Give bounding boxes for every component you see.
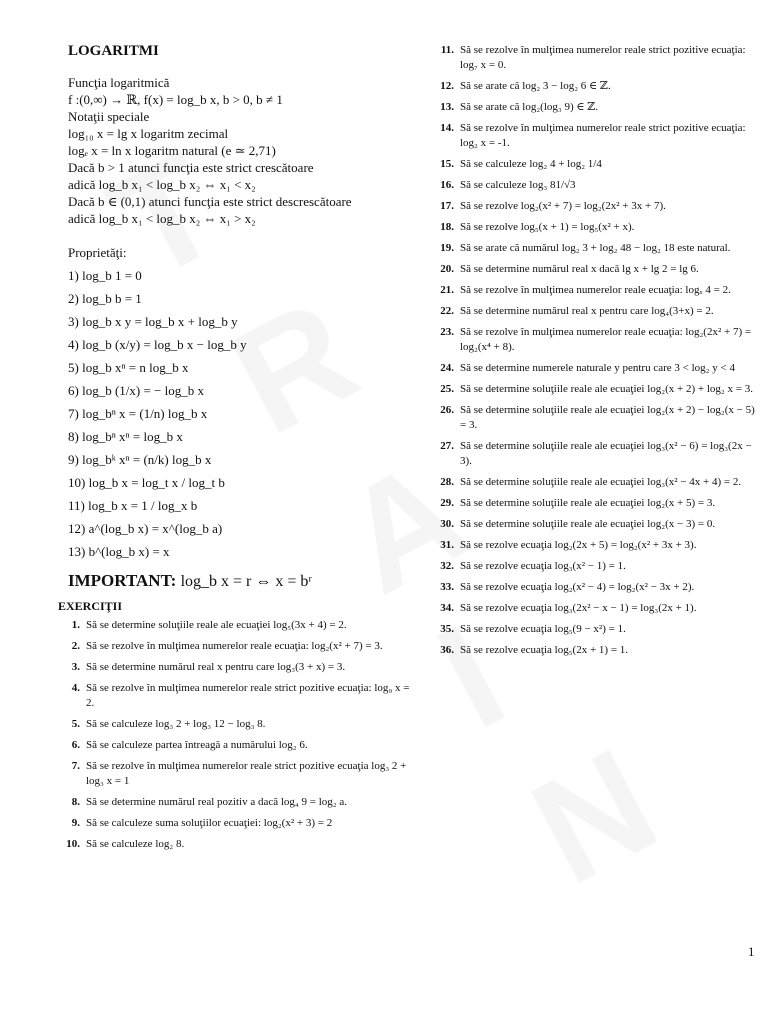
exercise-item — [432, 439, 757, 469]
page-title: LOGARITMI — [68, 43, 159, 59]
theory-section — [68, 74, 418, 227]
exercise-number: 33. — [440, 581, 454, 593]
exercise-item — [432, 580, 757, 595]
exercise-text: Să se determine numărul real pozitiv a dacă log₄ 9 = log₂ a. — [86, 796, 347, 808]
property-item: 5) log_b xⁿ = n log_b x — [68, 360, 189, 375]
property-item: 3) log_b x y = log_b x + log_b y — [68, 314, 238, 329]
exercise-text: Să se determine soluţiile reale ale ecuaţiei log₂(x + 5) = 3. — [460, 497, 716, 509]
property-item: 6) log_b (1/x) = − log_b x — [68, 383, 204, 398]
properties-section — [68, 241, 418, 563]
exercise-item — [432, 517, 757, 532]
exercise-text: Să se rezolve ecuaţia log₃(2x² − x − 1) = log₃(2x + 1). — [460, 602, 697, 614]
theory-line: Funcţia logaritmică — [68, 75, 170, 90]
exercise-text: Să se rezolve în mulţimea numerelor reale ecuaţia: logₓ 4 = 2. — [460, 284, 731, 296]
exercise-text: Să se rezolve ecuaţia log₅(9 − x²) = 1. — [460, 623, 626, 635]
exercise-item — [432, 199, 757, 214]
exercise-number: 31. — [440, 539, 454, 551]
exercise-text: Să se calculeze suma soluţiilor ecuaţiei: log₂(x² + 3) = 2 — [86, 817, 333, 829]
exercises-heading: EXERCIŢII — [58, 599, 123, 613]
exercise-text: Să se rezolve în mulţimea numerelor reale strict pozitive ecuaţia log₃ 2 + log₃ x = 1 — [86, 760, 407, 787]
property-item: 7) log_bⁿ x = (1/n) log_b x — [68, 406, 208, 421]
exercise-text: Să se determine numărul real x dacă lg x + lg 2 = lg 6. — [460, 263, 699, 275]
exercise-text: Să se determine soluţiile reale ale ecuaţiei log₅(3x + 4) = 2. — [86, 619, 347, 631]
watermark-letter — [506, 715, 683, 919]
exercise-item — [432, 262, 757, 277]
exercise-item — [432, 100, 757, 115]
exercise-number: 14. — [440, 122, 454, 134]
exercise-item — [58, 738, 418, 753]
exercise-item — [432, 361, 757, 376]
exercise-list-right — [432, 43, 757, 658]
exercise-number: 30. — [440, 518, 454, 530]
exercise-item — [432, 79, 757, 94]
exercise-text: Să se arate că log₂ 3 − log₂ 6 ∈ ℤ. — [460, 80, 611, 92]
page-number: 1 — [748, 944, 755, 959]
property-item: 9) log_bᵏ xⁿ = (n/k) log_b x — [68, 452, 212, 467]
theory-line: Notaţii speciale — [68, 109, 150, 124]
exercise-number: 3. — [71, 661, 80, 673]
exercise-text: Să se arate că numărul log₂ 3 + log₂ 48 − log₂ 18 este natural. — [460, 242, 731, 254]
exercise-text: Să se rezolve în mulţimea numerelor reale strict pozitive ecuaţia: log₂ x = -1. — [460, 122, 746, 149]
exercise-number: 28. — [440, 476, 454, 488]
exercise-item — [432, 220, 757, 235]
exercise-text: Să se determine soluţiile reale ale ecuaţiei log₂(x + 2) − log₂(x − 5) = 3. — [460, 404, 755, 431]
exercise-number: 22. — [440, 305, 454, 317]
exercise-item — [432, 241, 757, 256]
exercise-text: Să se determine soluţiile reale ale ecuaţiei log₃(x² − 4x + 4) = 2. — [460, 476, 742, 488]
exercise-number: 23. — [440, 326, 454, 338]
exercise-text: Să se calculeze log₃ 81/√3 — [460, 179, 576, 191]
exercise-number: 5. — [71, 718, 80, 730]
exercise-number: 34. — [440, 602, 454, 614]
exercise-item — [58, 639, 418, 654]
exercise-text: Să se rezolve log₅(x + 1) = log₅(x² + x). — [460, 221, 635, 233]
exercise-number: 25. — [440, 383, 454, 395]
exercise-text: Să se determine numerele naturale y pentru care 3 < log₂ y < 4 — [460, 362, 735, 374]
exercise-text: Să se calculeze log₃ 2 + log₃ 12 − log₃ 8. — [86, 718, 266, 730]
exercise-item — [432, 622, 757, 637]
exercise-text: Să se arate că log₂(log₃ 9) ∈ ℤ. — [460, 101, 599, 113]
property-item: 1) log_b 1 = 0 — [68, 268, 142, 283]
property-item: 10) log_b x = log_t x / log_t b — [68, 475, 225, 490]
exercise-text: Să se rezolve în mulţimea numerelor reale ecuaţia: log₂(2x² + 7) = log₂(x⁴ + 8). — [460, 326, 752, 353]
exercise-text: Să se rezolve ecuaţia log₅(2x + 1) = 1. — [460, 644, 629, 656]
important-formula: log_b x = r ⇔ x = bʳ — [180, 573, 312, 590]
property-item: 11) log_b x = 1 / log_x b — [68, 498, 198, 513]
exercise-number: 20. — [440, 263, 454, 275]
exercise-item — [58, 717, 418, 732]
exercise-number: 24. — [440, 362, 454, 374]
exercise-number: 6. — [71, 739, 80, 751]
exercise-number: 11. — [440, 44, 454, 56]
exercise-item — [432, 283, 757, 298]
exercise-text: Să se calculeze log₂ 4 + log₂ 1/4 — [460, 158, 602, 170]
exercise-number: 36. — [440, 644, 454, 656]
exercise-item — [432, 475, 757, 490]
exercise-list-left — [58, 618, 418, 852]
right-column — [432, 43, 757, 664]
exercise-item — [432, 121, 757, 151]
exercise-item — [432, 643, 757, 658]
exercise-number: 26. — [440, 404, 454, 416]
exercise-text: Să se determine soluţiile reale ale ecuaţiei log₂(x − 3) = 0. — [460, 518, 716, 530]
exercise-item — [58, 759, 418, 789]
exercise-item — [432, 325, 757, 355]
theory-line: Dacă b ∈ (0,1) atunci funcţia este strict descrescătoare — [68, 194, 352, 209]
exercise-text: Să se rezolve log₂(x² + 7) = log₂(2x² + 3x + 7). — [460, 200, 666, 212]
exercise-number: 13. — [440, 101, 454, 113]
exercise-number: 15. — [440, 158, 454, 170]
exercise-item — [58, 795, 418, 810]
exercise-item — [58, 681, 418, 711]
exercise-text: Să se determine numărul real x pentru care log₃(3 + x) = 3. — [86, 661, 346, 673]
exercise-text: Să se determine soluţiile reale ale ecuaţiei log₂(x + 2) + log₂ x = 3. — [460, 383, 753, 395]
exercise-number: 19. — [440, 242, 454, 254]
exercise-number: 27. — [440, 440, 454, 452]
exercise-item — [432, 157, 757, 172]
exercise-item — [432, 559, 757, 574]
property-item: 4) log_b (x/y) = log_b x − log_b y — [68, 337, 247, 352]
exercise-number: 9. — [71, 817, 80, 829]
property-item: 8) log_bⁿ xⁿ = log_b x — [68, 429, 183, 444]
exercise-item — [58, 816, 418, 831]
exercise-item — [432, 496, 757, 511]
exercise-item — [58, 660, 418, 675]
exercise-item — [58, 837, 418, 852]
exercise-number: 4. — [71, 682, 80, 694]
exercise-text: Să se rezolve ecuaţia log₃(x² − 1) = 1. — [460, 560, 626, 572]
exercise-item — [432, 601, 757, 616]
properties-heading: Proprietăţi: — [68, 245, 127, 260]
exercise-number: 35. — [440, 623, 454, 635]
left-column — [58, 43, 418, 858]
exercise-text: Să se rezolve în mulţimea numerelor reale strict pozitive ecuaţia: log₉ x = 2. — [86, 682, 410, 709]
exercise-item — [432, 43, 757, 73]
property-item: 2) log_b b = 1 — [68, 291, 142, 306]
exercise-item — [432, 403, 757, 433]
exercise-number: 18. — [440, 221, 454, 233]
theory-line: logₑ x = ln x logaritm natural (e ≃ 2,71) — [68, 143, 276, 158]
theory-line: adică log_b x₁ < log_b x₂ ⇔ x₁ < x₂ — [68, 177, 256, 192]
exercise-item — [432, 304, 757, 319]
exercise-number: 2. — [71, 640, 80, 652]
exercise-number: 10. — [66, 838, 80, 850]
exercise-item — [432, 382, 757, 397]
theory-line: f :(0,∞) → ℝ, f(x) = log_b x, b > 0, b ≠ 1 — [68, 92, 283, 107]
exercise-text: Să se rezolve ecuaţia log₂(x² − 4) = log₂(x² − 3x + 2). — [460, 581, 695, 593]
exercise-number: 29. — [440, 497, 454, 509]
exercise-text: Să se rezolve în mulţimea numerelor reale ecuaţia: log₂(x² + 7) = 3. — [86, 640, 383, 652]
exercise-number: 8. — [71, 796, 80, 808]
exercise-number: 17. — [440, 200, 454, 212]
exercise-item — [432, 538, 757, 553]
important-label: IMPORTANT: — [68, 571, 177, 590]
exercise-text: Să se rezolve în mulţimea numerelor reale strict pozitive ecuaţia: log₇ x = 0. — [460, 44, 746, 71]
theory-line: adică log_b x₁ < log_b x₂ ⇔ x₁ > x₂ — [68, 211, 256, 226]
exercise-number: 12. — [440, 80, 454, 92]
exercise-item — [432, 178, 757, 193]
exercise-number: 1. — [71, 619, 80, 631]
exercise-number: 32. — [440, 560, 454, 572]
exercise-item — [58, 618, 418, 633]
exercise-number: 7. — [71, 760, 80, 772]
theory-line: Dacă b > 1 atunci funcţia este strict crescătoare — [68, 160, 314, 175]
important-note — [68, 571, 418, 591]
exercise-number: 21. — [440, 284, 454, 296]
exercise-text: Să se calculeze partea întreagă a numărului log₂ 6. — [86, 739, 308, 751]
exercise-number: 16. — [440, 179, 454, 191]
exercise-text: Să se determine soluţiile reale ale ecuaţiei log₃(x² − 6) = log₃(2x − 3). — [460, 440, 752, 467]
property-item: 12) a^(log_b x) = x^(log_b a) — [68, 521, 223, 536]
exercise-text: Să se determine numărul real x pentru care log₄(3+x) = 2. — [460, 305, 714, 317]
property-item: 13) b^(log_b x) = x — [68, 544, 170, 559]
theory-line: log₁₀ x = lg x logaritm zecimal — [68, 126, 229, 141]
exercise-text: Să se calculeze log₂ 8. — [86, 838, 185, 850]
exercise-text: Să se rezolve ecuaţia log₂(2x + 5) = log₂(x² + 3x + 3). — [460, 539, 697, 551]
